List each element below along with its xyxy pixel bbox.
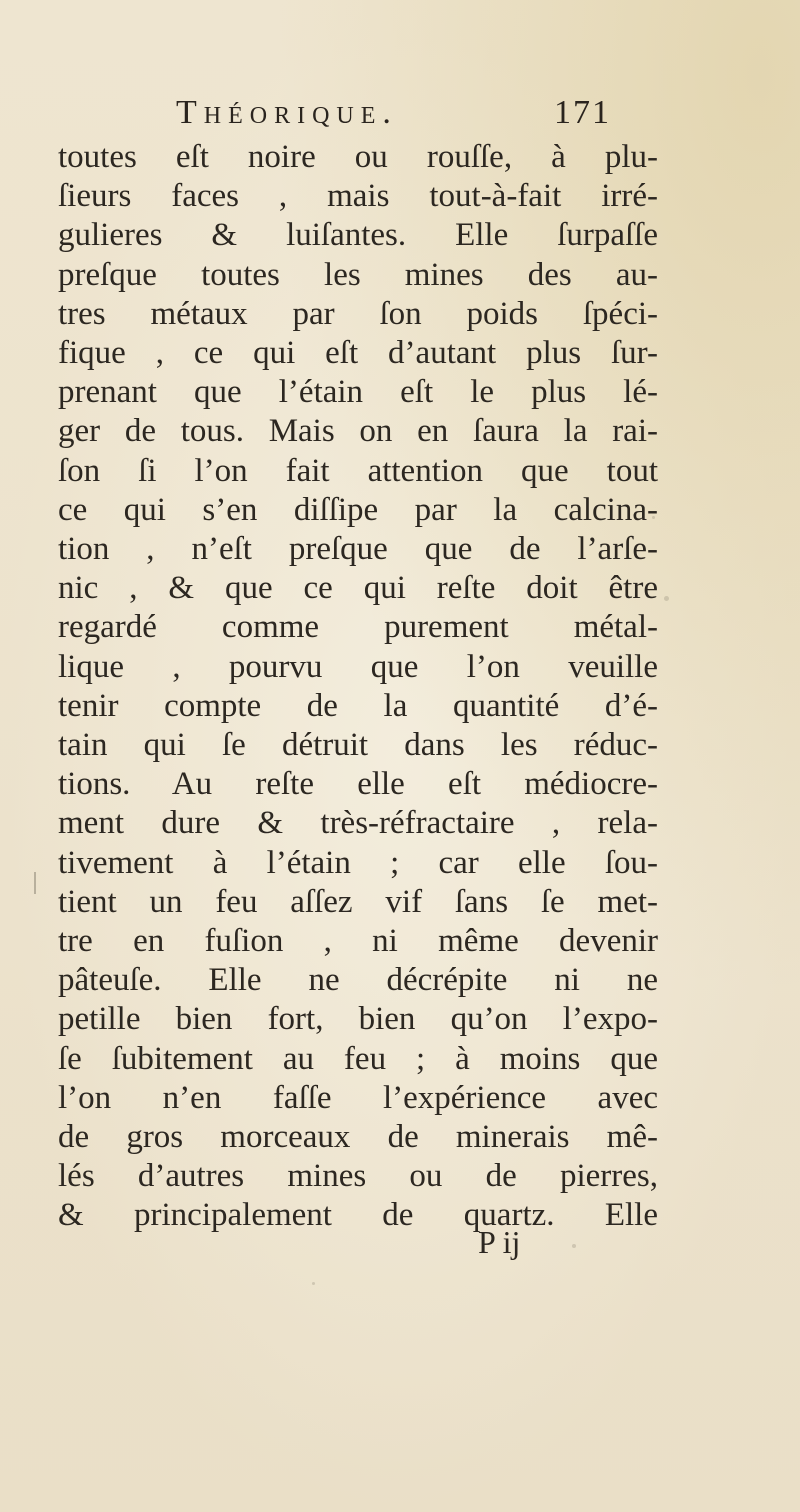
- text-line: toutes eſt noire ou rouſſe, à plu-: [58, 139, 658, 175]
- text-line: ger de tous. Mais on en ſaura la rai-: [58, 413, 658, 450]
- text-line: ment dure & très-réfractaire , rela-: [58, 805, 658, 842]
- paper-speckle: [572, 1244, 576, 1248]
- paper-speckle: [652, 516, 655, 519]
- page-number: 171: [554, 94, 611, 131]
- text-line: petille bien fort, bien qu’on l’expo-: [58, 1001, 658, 1038]
- text-line: tre en fuſion , ni même devenir: [58, 923, 658, 960]
- text-line: regardé comme purement métal-: [58, 609, 658, 646]
- text-line: lique , pourvu que l’on veuille: [58, 648, 658, 685]
- text-line: tions. Au reſte elle eſt médiocre-: [58, 766, 658, 803]
- text-line: l’on n’en faſſe l’expérience avec: [58, 1079, 658, 1116]
- text-line: tion , n’eſt preſque que de l’arſe-: [58, 531, 658, 568]
- paper-speckle: [312, 1282, 315, 1285]
- text-line: de gros morceaux de minerais mê-: [58, 1119, 658, 1156]
- text-line: ſieurs faces , mais tout-à-fait irré-: [58, 178, 658, 215]
- paper-speckle: [664, 596, 669, 601]
- text-line: gulieres & luiſantes. Elle ſurpaſſe: [58, 217, 658, 254]
- text-line: prenant que l’étain eſt le plus lé-: [58, 374, 658, 411]
- text-line: lés d’autres mines ou de pierres,: [58, 1158, 658, 1195]
- text-line: ce qui s’en diſſipe par la calcina-: [58, 491, 658, 528]
- text-line: nic , & que ce qui reſte doit être: [58, 570, 658, 607]
- text-line: fique , ce qui eſt d’autant plus ſur-: [58, 335, 658, 372]
- text-line: tres métaux par ſon poids ſpéci-: [58, 295, 658, 332]
- text-line: tivement à l’étain ; car elle ſou-: [58, 844, 658, 881]
- text-line: ſe ſubitement au feu ; à moins que: [58, 1040, 658, 1077]
- margin-mark: [34, 872, 44, 894]
- text-line: ſon ſi l’on fait attention que tout: [58, 452, 658, 489]
- text-line: tain qui ſe détruit dans les réduc-: [58, 727, 658, 764]
- signature-mark: P ij: [478, 1224, 521, 1260]
- running-head: [176, 94, 636, 142]
- text-line: tient un feu aſſez vif ſans ſe met-: [58, 883, 658, 920]
- text-line: & principalement de quartz. Elle: [58, 1197, 658, 1234]
- text-line: tenir compte de la quantité d’é-: [58, 687, 658, 724]
- body-text: [58, 138, 658, 1236]
- text-line: pâteuſe. Elle ne décrépite ni ne: [58, 962, 658, 999]
- running-title: Théorique.: [176, 94, 398, 131]
- text-line: preſque toutes les mines des au-: [58, 256, 658, 293]
